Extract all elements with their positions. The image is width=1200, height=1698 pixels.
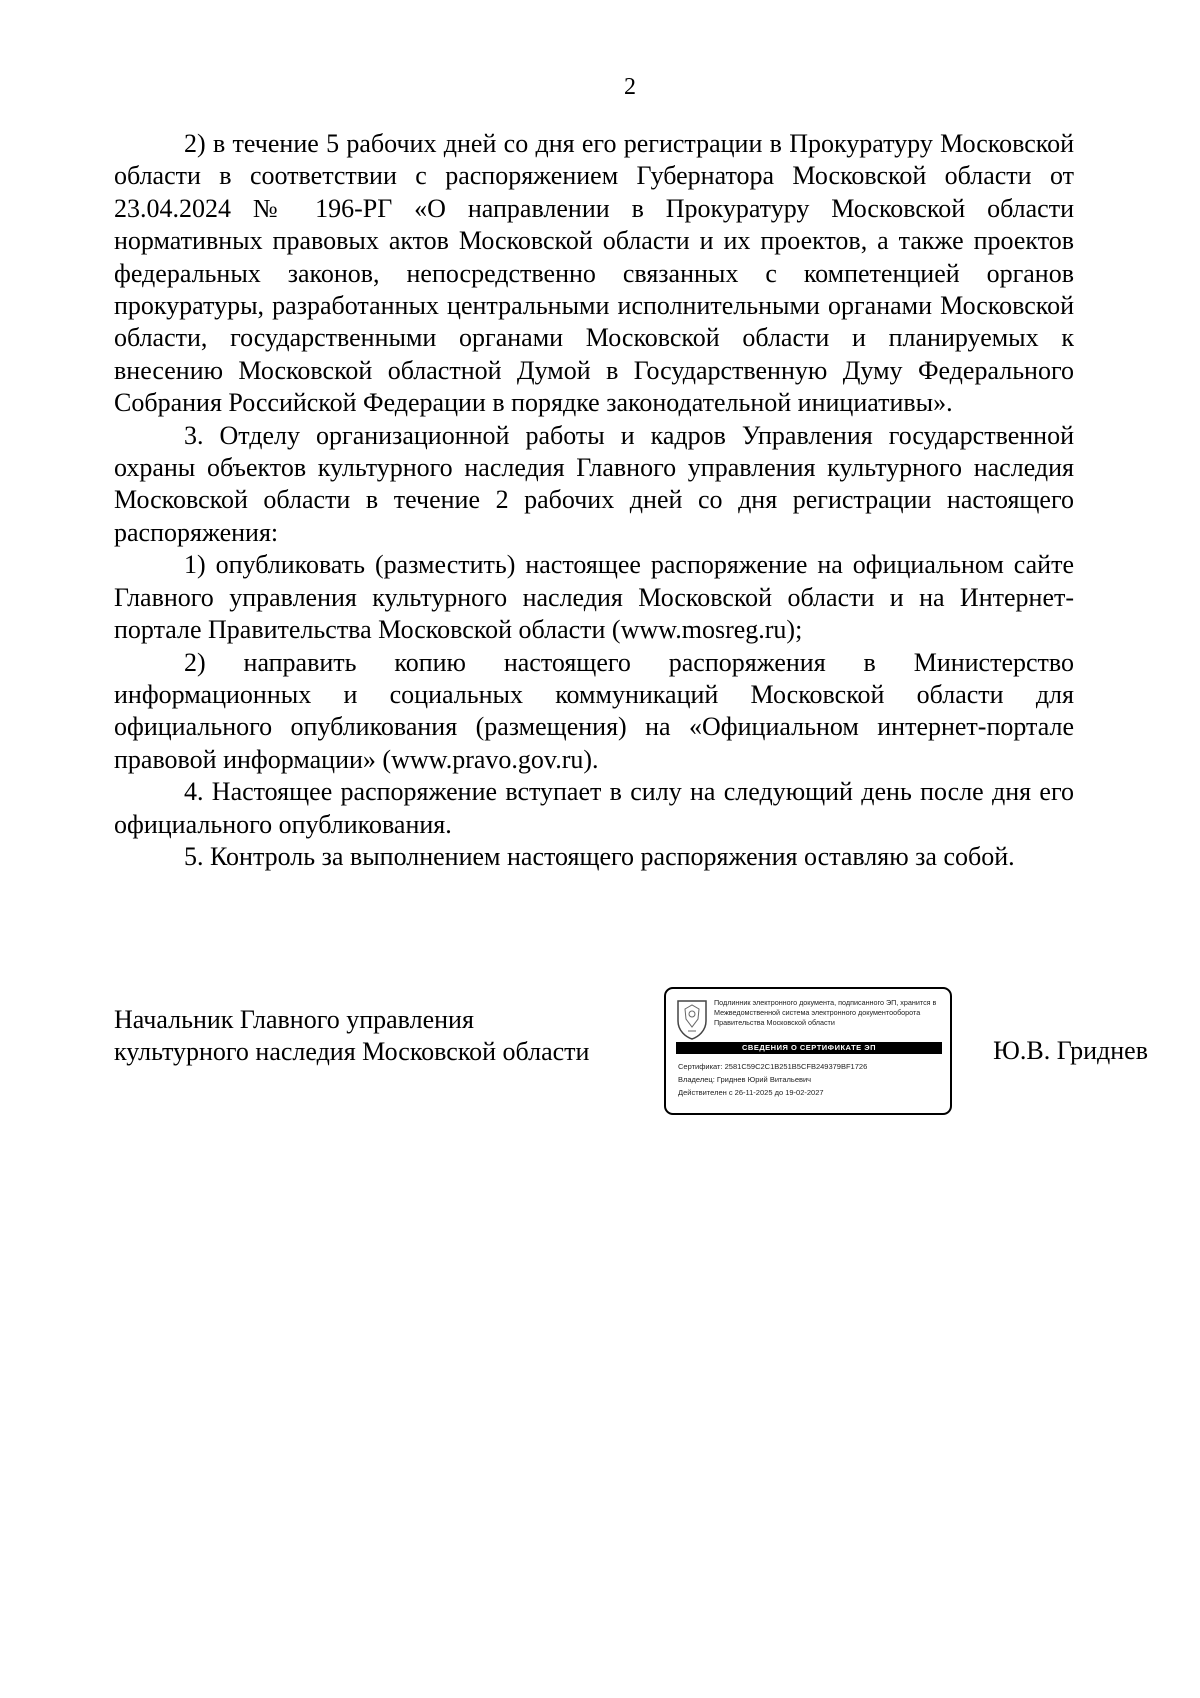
page-number: 2 [624, 74, 636, 100]
paragraph-item-5: 5. Контроль за выполнением настоящего распоряжения оставляю за собой. [184, 841, 1015, 871]
stamp-validity: Действителен с 26-11-2025 до 19-02-2027 [678, 1088, 824, 1097]
paragraph-item-3: 3. Отделу организационной работы и кадров Управления государственной охраны объектов культурного наследия Главного управления культурного наследия Московской области в течение 2 рабочих дней со дня регистрации настоящего распоряжения: [114, 420, 1074, 547]
signatory-title-line2: культурного наследия Московской области [114, 1037, 590, 1066]
stamp-note: Подлинник электронного документа, подписанного ЭП, хранится в Межведомственной система электронного документооборота Правительства Московской области [714, 998, 937, 1027]
document-body [114, 128, 1074, 873]
signatory-name: Ю.В. Гриднев [993, 1036, 1148, 1065]
stamp-certificate: Сертификат: 2581C59C2C1B251B5CFB249379BF1726 [678, 1062, 868, 1071]
paragraph-item-3-1: 1) опубликовать (разместить) настоящее распоряжение на официальном сайте Главного управления культурного наследия Московской области и на Интернет-портале Правительства Московской области (www.mosreg.ru); [114, 550, 1074, 645]
paragraph-item-3-2: 2) направить копию настоящего распоряжения в Министерство информационных и социальных коммуникаций Московской области для официального опубликования (размещения) на «Официальном интернет-портале правовой информации» (www.pravo.gov.ru). [114, 647, 1074, 774]
paragraph-item-4: 4. Настоящее распоряжение вступает в силу на следующий день после дня его официального опубликования. [114, 777, 1074, 839]
stamp-header: СВЕДЕНИЯ О СЕРТИФИКАТЕ ЭП [676, 1042, 942, 1054]
signatory-title [114, 1004, 589, 1068]
paragraph-notify-prosecutor: 2) в течение 5 рабочих дней со дня его регистрации в Прокуратуру Московской области в соответствии с распоряжением Губернатора Московской области от 23.04.2024 № 196-РГ «О направлении в Прокуратуру Московской области нормативных правовых актов Московской области и их проектов, а также проектов федеральных законов, непосредственно связанных с компетенцией органов прокуратуры, разработанных центральными исполнительными органами Московской области, государственными органами Московской области и планируемых к внесению Московской областной Думой в Государственную Думу Федерального Собрания Российской Федерации в порядке законодательной инициативы». [114, 129, 1074, 418]
coat-of-arms-icon [674, 997, 710, 1041]
electronic-signature-stamp [664, 987, 952, 1115]
signatory-title-line1: Начальник Главного управления [114, 1005, 474, 1034]
stamp-owner: Владелец: Гриднев Юрий Витальевич [678, 1075, 812, 1084]
